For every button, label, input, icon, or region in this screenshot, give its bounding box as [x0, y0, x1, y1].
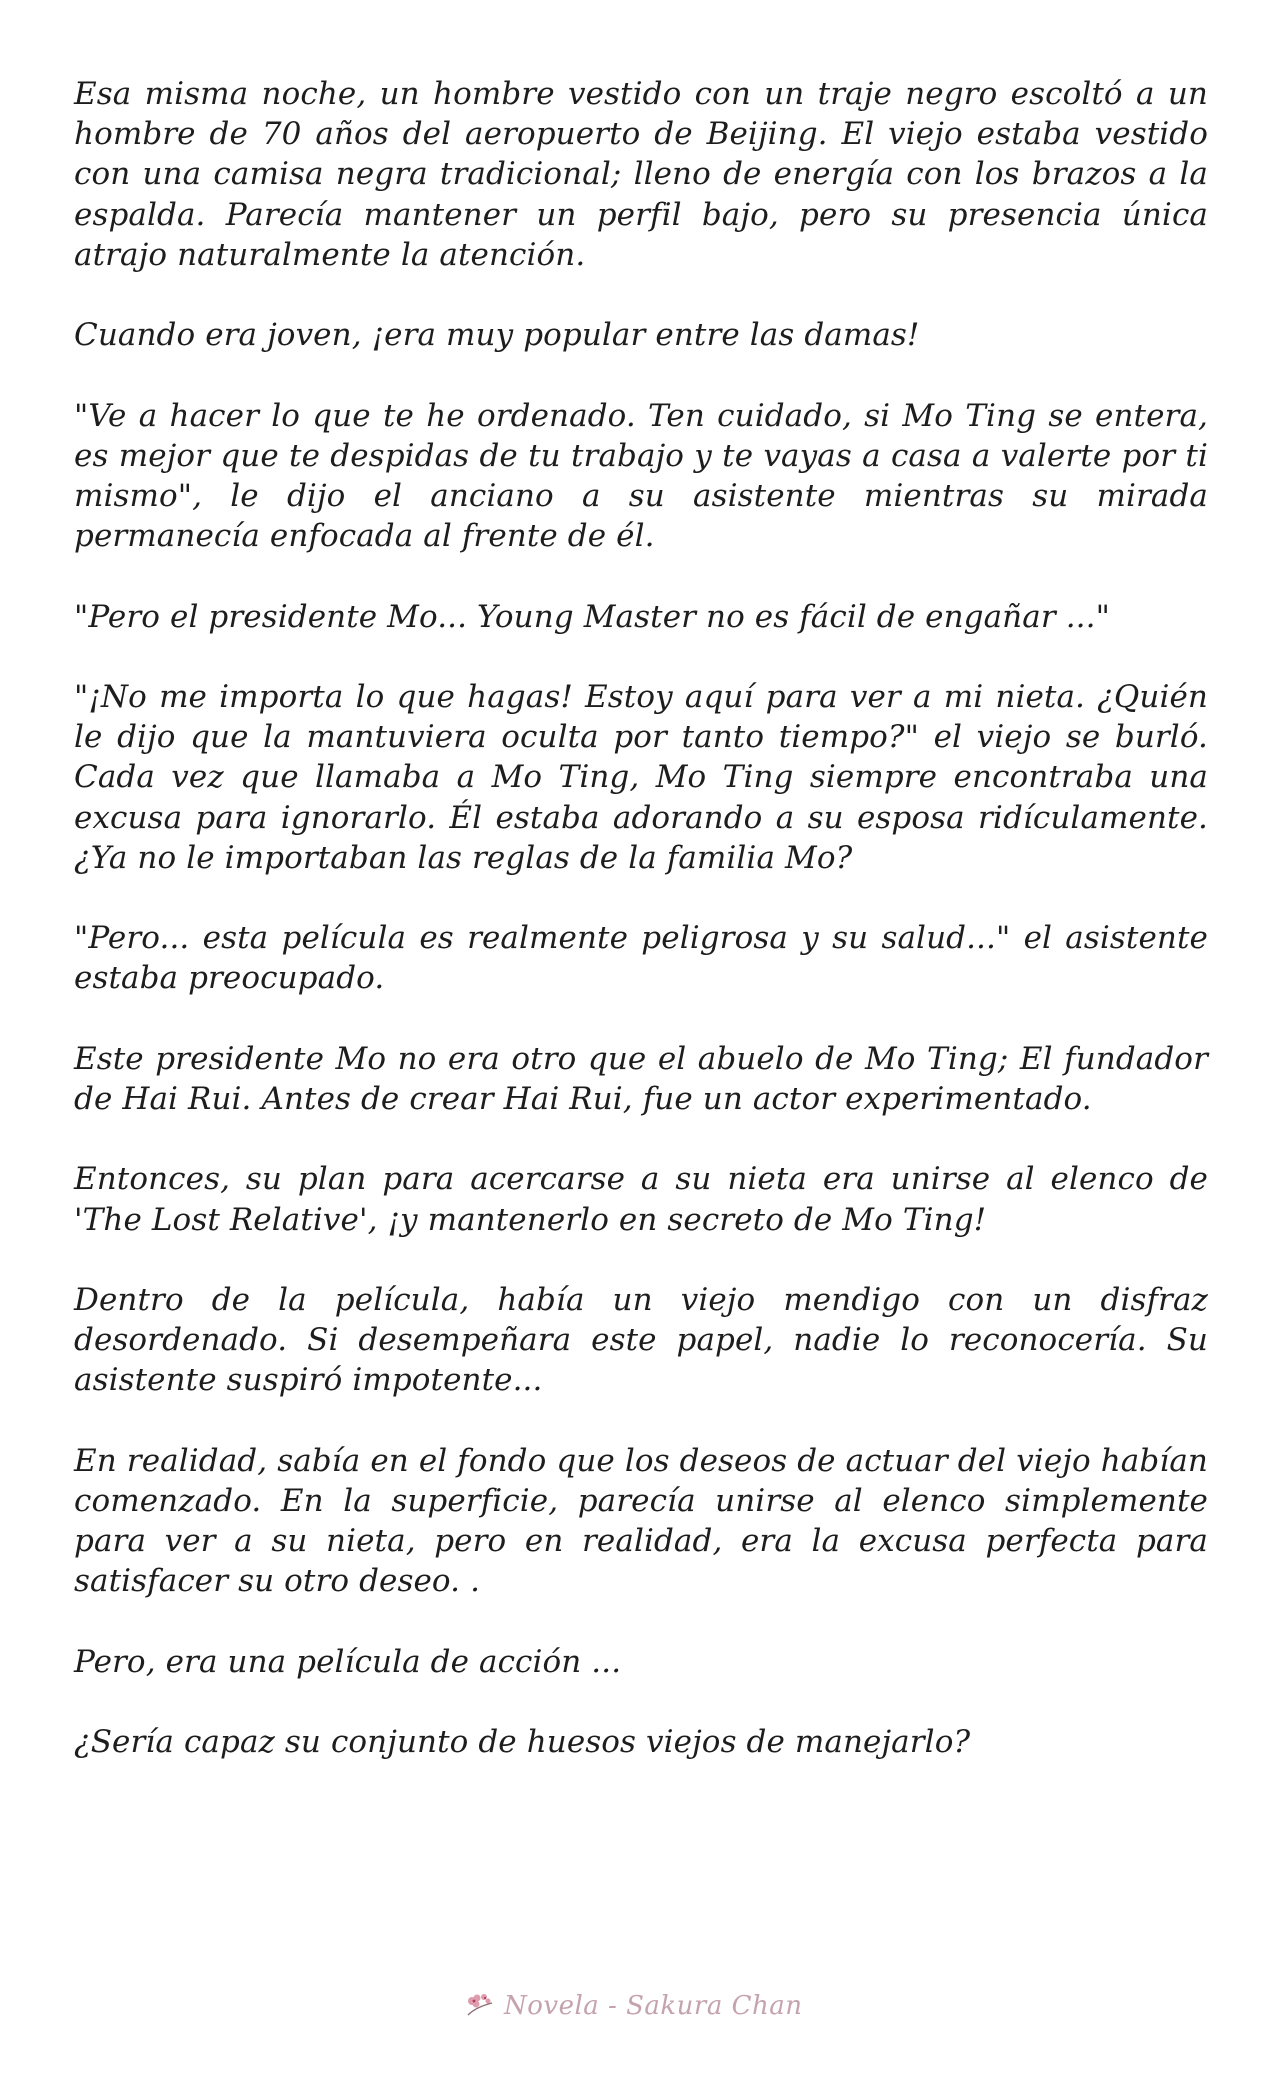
watermark [462, 1986, 803, 2026]
paragraph-10: En realidad, sabía en el fondo que los deseos de actuar del viejo habían comenzado. En la superficie, parecía unirse al elenco simplemente para ver a su nieta, pero en realidad, era la excusa perfecta para satisfacer su otro deseo. . [74, 1442, 1208, 1600]
paragraph-9: Dentro de la película, había un viejo mendigo con un disfraz desordenado. Si desempeñara este papel, nadie lo reconocería. Su asistente suspiró impotente... [74, 1281, 1208, 1399]
sakura-flower-icon [462, 1991, 496, 2021]
paragraph-8: Entonces, su plan para acercarse a su nieta era unirse al elenco de 'The Lost Relative', ¡y mantenerlo en secreto de Mo Ting! [74, 1161, 1208, 1238]
paragraph-5: "¡No me importa lo que hagas! Estoy aquí para ver a mi nieta. ¿Quién le dijo que la mantuviera oculta por tanto tiempo?" el viejo se burló. Cada vez que llamaba a Mo Ting, Mo Ting siempre encontraba una excusa para ignorarlo. Él estaba adorando a su esposa ridículamente. ¿Ya no le importaban las reglas de la familia Mo? [74, 678, 1208, 876]
watermark-text: Novela - Sakura Chan [504, 1991, 803, 2021]
paragraph-11: Pero, era una película de acción ... [74, 1643, 622, 1680]
paragraph-2: Cuando era joven, ¡era muy popular entre las damas! [74, 317, 920, 354]
paragraph-12: ¿Sería capaz su conjunto de huesos viejos de manejarlo? [74, 1724, 971, 1761]
paragraph-7: Este presidente Mo no era otro que el abuelo de Mo Ting; El fundador de Hai Rui. Antes de crear Hai Rui, fue un actor experimentado. [74, 1040, 1208, 1117]
paragraph-4: "Pero el presidente Mo... Young Master no es fácil de engañar ..." [74, 598, 1110, 635]
chapter-text [74, 74, 1208, 1803]
paragraph-6: "Pero... esta película es realmente peligrosa y su salud..." el asistente estaba preocupado. [74, 920, 1208, 997]
paragraph-1: Esa misma noche, un hombre vestido con un traje negro escoltó a un hombre de 70 años del aeropuerto de Beijing. El viejo estaba vestido con una camisa negra tradicional; lleno de energía con los brazos a la espalda. Parecía mantener un perfil bajo, pero su presencia única atrajo naturalmente la atención. [74, 76, 1208, 273]
paragraph-3: "Ve a hacer lo que te he ordenado. Ten cuidado, si Mo Ting se entera, es mejor que te despidas de tu trabajo y te vayas a casa a valerte por ti mismo", le dijo el anciano a su asistente mientras su mirada permanecía enfocada al frente de él. [74, 397, 1208, 555]
